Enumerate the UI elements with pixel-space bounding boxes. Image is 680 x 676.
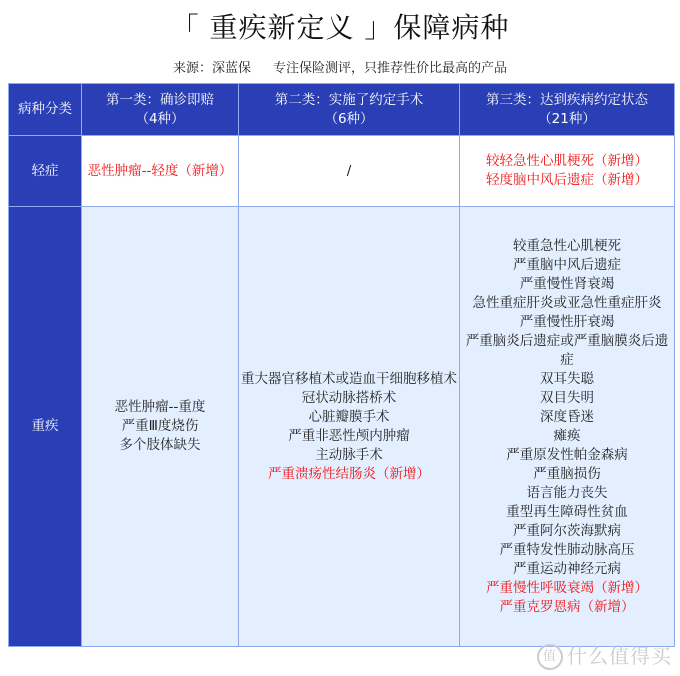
- disease-item: 轻度脑中风后遗症（新增）: [486, 172, 648, 188]
- page-title: 「 重疾新定义 」保障病种: [170, 11, 510, 44]
- subtitle: [0, 57, 680, 76]
- header-row: [9, 84, 675, 136]
- mild-col1: [82, 136, 239, 207]
- disease-item: 恶性肿瘤--重度: [114, 399, 206, 415]
- header-col2: [239, 84, 460, 136]
- disease-item: 严重阿尔茨海默病: [513, 522, 621, 539]
- header-col3: [460, 84, 675, 136]
- disease-table: [8, 83, 675, 647]
- header-col1-count: （4种）: [135, 110, 185, 127]
- severe-col1: [82, 207, 239, 647]
- disease-item: 严重克罗恩病（新增）: [499, 598, 635, 615]
- disease-item: 较重急性心肌梗死: [513, 237, 621, 254]
- disease-item: 瘫痪: [553, 427, 581, 444]
- header-col1: [82, 84, 239, 136]
- disease-item: 严重溃疡性结肠炎（新增）: [268, 465, 430, 482]
- header-col1-title: 第一类：确诊即赔: [106, 91, 214, 108]
- mild-row: [9, 136, 675, 207]
- disease-item: 双目失明: [540, 389, 594, 406]
- disease-item: 双耳失聪: [540, 370, 594, 387]
- severe-col2: [239, 207, 460, 647]
- disease-item: 严重脑炎后遗症或严重脑膜炎后遗症: [465, 332, 669, 368]
- disease-item: 急性重症肝炎或亚急性重症肝炎: [472, 294, 662, 311]
- watermark-logo-icon: 值: [537, 644, 563, 670]
- disease-item: 冠状动脉搭桥术: [301, 389, 397, 406]
- header-category: 病种分类: [9, 84, 82, 136]
- disease-item: 重型再生障碍性贫血: [506, 503, 628, 520]
- disease-item: 恶性肿瘤--轻度（新增）: [87, 162, 233, 179]
- disease-item: 严重慢性肾衰竭: [519, 275, 615, 292]
- disease-item: 多个肢体缺失: [119, 437, 201, 453]
- row-label-mild: 轻症: [9, 136, 82, 207]
- disease-item: 重大器官移植术或造血干细胞移植术: [241, 370, 457, 387]
- disease-item: 严重运动神经元病: [513, 560, 621, 577]
- severe-col3: [460, 207, 675, 647]
- mild-col2: [239, 136, 460, 207]
- header-col3-title: 第三类：达到疾病约定状态: [486, 91, 648, 108]
- disease-item: /: [346, 162, 352, 179]
- disease-item: 较轻急性心肌梗死（新增）: [486, 153, 648, 169]
- disease-item: 严重慢性肝衰竭: [519, 313, 615, 330]
- disease-item: 主动脉手术: [315, 446, 383, 463]
- source: 来源：深蓝保: [172, 61, 251, 76]
- header-col2-count: （6种）: [324, 110, 374, 127]
- disease-item: 严重原发性帕金森病: [506, 446, 628, 463]
- header-col3-count: （21种）: [538, 110, 596, 127]
- disease-item: 严重Ⅲ度烧伤: [121, 418, 199, 434]
- disease-item: 语言能力丧失: [526, 484, 608, 501]
- mild-col3: [460, 136, 675, 207]
- disease-item: 严重脑损伤: [533, 465, 601, 482]
- slogan: 专注保险测评，只推荐性价比最高的产品: [273, 61, 508, 76]
- disease-item: 心脏瓣膜手术: [308, 408, 390, 425]
- row-label-severe: 重疾: [9, 207, 82, 647]
- disease-item: 严重脑中风后遗症: [513, 256, 621, 273]
- watermark: [537, 640, 672, 671]
- header-col2-title: 第二类：实施了约定手术: [274, 91, 424, 108]
- disease-item: 严重非恶性颅内肿瘤: [288, 427, 410, 444]
- disease-item: 深度昏迷: [540, 408, 594, 425]
- severe-row: [9, 207, 675, 647]
- disease-item: 严重特发性肺动脉高压: [499, 541, 635, 558]
- watermark-text: 什么值得买: [567, 643, 672, 668]
- disease-item: 严重慢性呼吸衰竭（新增）: [486, 579, 648, 596]
